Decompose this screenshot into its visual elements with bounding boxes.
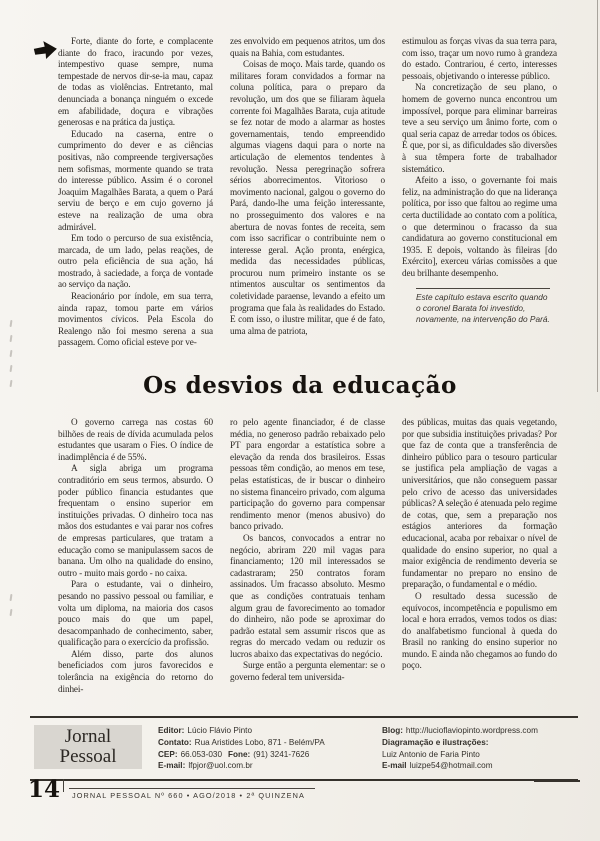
paragraph: A sigla abriga um programa contraditório em seus termos, absurdo. O poder público financia estudantes que frequentam o ensino superior em instituições privadas. O dinheiro toca nas mãos dos estudantes e vai parar nos cofres de empresas particulares, que tratam a educação como se manipulassem sacos de banana. Um olho na qualidade do ensino, outro - muito mais gordo - no caixa. [58, 463, 213, 578]
right-arrow-icon [33, 39, 59, 63]
masthead-box [30, 716, 578, 781]
blog-label: Blog: [382, 726, 403, 735]
pencil-marks [10, 586, 22, 624]
diagramacao-label-line [382, 737, 578, 749]
contact-label: Contato: [158, 737, 192, 747]
paragraph: Em todo o percurso de sua existência, marcada, de um lado, pelas reações, de outro pela eficiência de sua ação, há mostrado, à saciedade, a força de vontade ao serviço da nação. [58, 233, 213, 290]
paragraph: Surge então a pergunta elementar: se o governo federal tem universida- [230, 660, 385, 683]
email-right-label: E-mail [382, 761, 407, 771]
paragraph: Forte, diante do forte, e complacente diante do fraco, iracundo por vezes, intempestivo quase sempre, numa tempestade de nervos dir-se-ia mau, capaz de todas as violências. Entretanto, mal denunciada a bonança ninguém o excede em afabilidade, doçura e vibrações generosas e na prática da justiça. [58, 36, 213, 128]
paragraph: des públicas, muitas das quais vegetando, por que subsidia instituições privadas? Por que faz de conta que a transferência de dinheiro público para o tesouro particular se justifica pela ampliação de vagas a universitários, que não conseguem passar pelo crivo de acesso das universidades públicas? A seleção é atenuada pelo regime de cotas, que, sem a preparação nos estágios anteriores da formação educacional, acaba por rebaixar o nível de qualidade do ensino superior, no qual a maior exigência de rendimento deveria se fundamentar no preparo no ensino de preparação, o fundamental e o médio. [402, 417, 557, 590]
fone-label: Fone: [228, 749, 251, 759]
paragraph: Os bancos, convocados a entrar no negócio, abriram 220 mil vagas para financiamento; 120 mil interessados se cadastraram; 250 contratos foram assinados. Um fracasso absoluto. Mesmo que as condições contratuais tenham algum grau de favorecimento ao tomador do dinheiro, não pode se aproximar do padrão estatal sem assumir riscos que as regras do mercado vedam ou reduzir os lucros abaixo das expectativas do negócio. [230, 532, 385, 659]
blog-url: http://lucioflaviopinto.wordpress.com [405, 726, 538, 735]
editor-note [416, 288, 550, 324]
paragraph: Para o estudante, vai o dinheiro, pesando no passivo pessoal ou familiar, e volta um diploma, na maioria dos casos pouco mais do que um papel, desacompanhado de conhecimento, saber, qualificação para o exercício da profissão. [58, 579, 213, 648]
email-label: E-mail: [158, 761, 186, 771]
diagramacao-label: Diagramação e ilustrações: [382, 737, 489, 747]
paragraph: Reacionário por índole, em sua terra, ainda rapaz, tomou parte em vários movimentos cívicos. Pela Escola do Realengo não foi mesmo serena a sua passagem. Como oficial esteve por ve- [58, 291, 213, 348]
paragraph: zes envolvido em pequenos atritos, um dos quais na Bahia, com estudantes. [230, 36, 385, 58]
editor-name: Lúcio Flávio Pinto [187, 726, 253, 735]
editor-label: Editor: [158, 726, 185, 735]
jornal-pessoal-logo [34, 725, 142, 769]
rule-dash [534, 780, 580, 782]
contact-line [158, 737, 376, 749]
headline: Os desvios da educação [143, 372, 457, 399]
masthead-contact-right [382, 725, 578, 772]
article-top-column-2 [230, 36, 385, 378]
article-top [58, 36, 558, 378]
masthead-contact-left [158, 725, 376, 772]
page-footer [28, 776, 315, 803]
paragraph: O governo carrega nas costas 60 bilhões de reais de dívida acumulada pelos estudantes que usaram o Fies. O índice de inadimplência é de 55%. [58, 417, 213, 462]
editor-line [158, 725, 376, 737]
logo-line-2: Pessoal [59, 746, 117, 767]
article-top-column-1 [58, 36, 213, 378]
scan-edge-line [597, 0, 598, 392]
paragraph: Educado na caserna, entre o cumprimento do dever e as ciências positivas, não compreende tergiversações nem sofismas, mormente quando se trata do interesse público. Assim é o coronel Joaquim Magalhães Barata, a quem o Pará serviu de berço e em cujo governo já esteve na realização de uma obra admirável. [58, 128, 213, 232]
cep-fone-line [158, 749, 376, 761]
paragraph: O resultado dessa sucessão de equívocos, incompetência e populismo em local e hora errados, vemos todos os dias: do analfabetismo funcional à queda do Brasil no ranking do ensino superior no mundo. E ainda não chegamos ao fundo do poço. [402, 590, 557, 671]
blog-line [382, 725, 578, 737]
email-right-line [382, 760, 578, 772]
fone-value: (91) 3241-7626 [253, 749, 310, 759]
editor-note-text: Este capítulo estava escrito quando o coronel Barata foi investido, novamente, na intervenção do Pará. [416, 292, 550, 325]
paragraph: Além disso, parte dos alunos beneficiados com juros favorecidos e tolerância na exigência do retorno do dinhei- [58, 648, 213, 694]
article-education-column-2 [230, 417, 385, 713]
page-number-tick [63, 779, 64, 792]
diagramador-line [382, 749, 578, 761]
email-value: lfpjor@uol.com.br [188, 761, 253, 771]
page-number: 14 [28, 776, 61, 803]
article-education [58, 417, 558, 713]
logo-line-1: Jornal [64, 726, 112, 747]
diagramador-name: Luiz Antonio de Faria Pinto [382, 749, 480, 759]
paragraph: Coisas de moço. Mais tarde, quando os militares foram convidados a formar na coluna política, para o preparo da revolução, um dos que se filiaram àquela corrente foi Magalhães Barata, cuja atitude se fez notar de modo a alarmar as hostes governamentais, tendo empreendido algumas viagens daqui para o norte na articulação de elementos tendentes à revolução. Nessa peregrinação sofrera sérios aborrecimentos. Vitorioso o movimento nacional, galgou o governo do Pará, dando-lhe uma feição interessante, no prosseguimento dos valores e na abertura de novas fontes de receita, sem com isso sacrificar o contribuinte nem o interesse geral. Ação pronta, enérgica, medida das necessidades públicas, procurou num primeiro instante os se ntimentos auscultar os sentimentos da coletividade paraense, levando a efeito um programa que fala às realidades do Estado. E com isso, o ilustre militar, que é de fato, uma alma de patriota, [230, 59, 385, 336]
email-line [158, 760, 376, 772]
cep-value: 66.053-030 [180, 749, 222, 759]
article-education-column-1 [58, 417, 213, 713]
issue-info: JORNAL PESSOAL Nº 660 • AGO/2018 • 2ª QUINZENA [69, 788, 315, 800]
email-right-value: luizpe54@hotmail.com [409, 761, 493, 771]
paragraph: estimulou as forças vivas da sua terra para, com isso, traçar um novo rumo à grandeza do estado. Contrariou, é certo, interesses pessoais, objetivando o interesse público. [402, 36, 557, 81]
paragraph: Na concretização de seu plano, o homem de governo nunca encontrou um impossível, porque para eliminar barreiras teve a seu serviço um ânimo forte, com o qual seria capaz de arredar todos os óbices. É que, por si, as dificuldades são diversões à sua têmpera forte de trabalhador sistemático. [402, 82, 557, 174]
paragraph: Afeito a isso, o governante foi mais feliz, na administração do que na liderança política, por isso que faltou ao regime uma certa ductilidade ao contato com a política, o que determinou o fracasso da sua candidatura ao governo constitucional em 1935. E depois, voltando às fileiras [do Exército], exerceu várias comissões a que deu brilhante desempenho. [402, 175, 557, 278]
paragraph: ro pelo agente financiador, é de classe média, no generoso padrão rebaixado pelo PT para engordar a estatística sobre a elevação da renda dos brasileiros. Essas pessoas têm condição, ao menos em tese, pelas estatísticas, de ir buscar o dinheiro no sistema financeiro privado, com alguma participação do governo para compensar rendimento menor (menos abusivo) do banco privado. [230, 417, 385, 532]
cep-label: CEP: [158, 749, 178, 759]
contact-address: Rua Aristides Lobo, 871 - Belém/PA [194, 737, 325, 747]
article-education-column-3 [402, 417, 557, 713]
article-top-column-3 [402, 36, 557, 378]
